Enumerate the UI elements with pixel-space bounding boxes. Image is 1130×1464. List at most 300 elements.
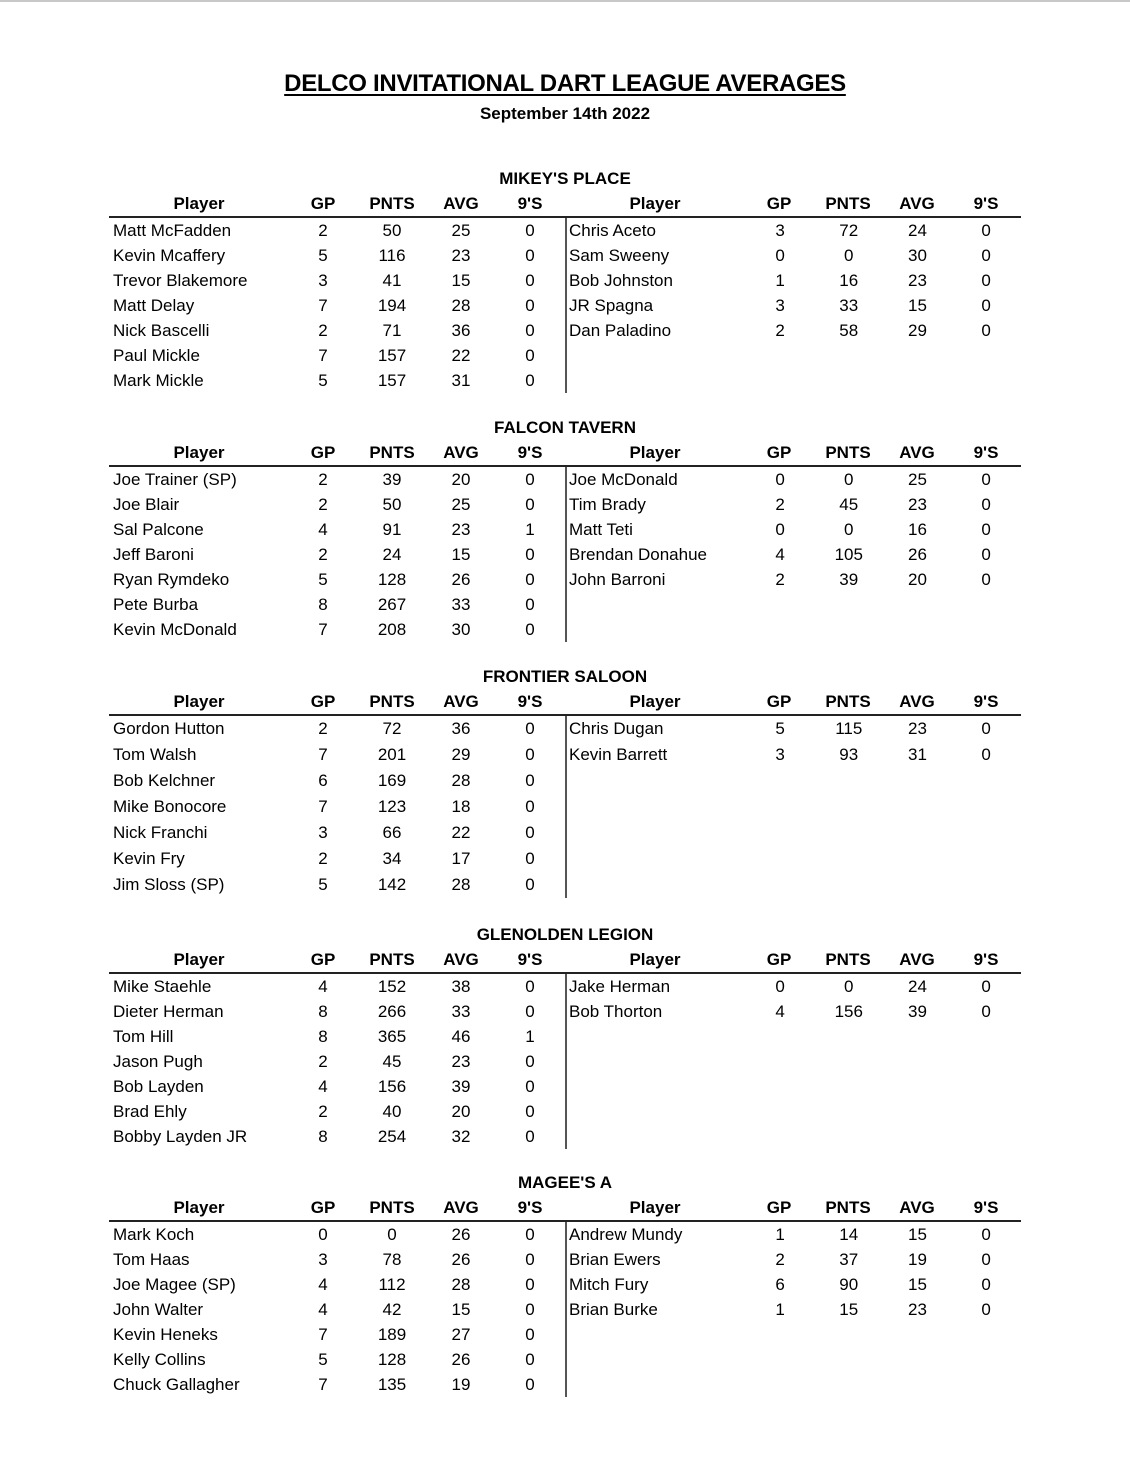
- table-body: [109, 467, 565, 642]
- nines-count: 0: [525, 1325, 535, 1344]
- points: 50: [382, 495, 402, 514]
- nines-count: 0: [981, 296, 991, 315]
- average: 19: [451, 1375, 471, 1394]
- table-row: [109, 567, 565, 592]
- nines-count: 0: [525, 221, 535, 240]
- average: 15: [451, 1300, 471, 1319]
- average: 26: [908, 545, 927, 564]
- average: 28: [451, 296, 471, 315]
- player-name: Jake Herman: [569, 977, 671, 996]
- column-header-avg: AVG: [443, 1198, 479, 1217]
- average: 23: [908, 1300, 927, 1319]
- nines-count: 0: [981, 1002, 991, 1021]
- points: 142: [377, 875, 407, 894]
- games-played: 5: [775, 719, 785, 738]
- table-row: [109, 318, 565, 343]
- games-played: 2: [318, 1102, 328, 1121]
- average: 31: [908, 745, 927, 764]
- games-played: 4: [775, 1002, 785, 1021]
- average: 18: [451, 797, 471, 816]
- nines-count: 0: [525, 570, 535, 589]
- column-header-player: Player: [629, 692, 681, 711]
- games-played: 7: [318, 346, 328, 365]
- points: 189: [377, 1325, 407, 1344]
- nines-count: 0: [525, 495, 535, 514]
- roster-table-right: [565, 192, 1021, 393]
- table-row: [109, 268, 565, 293]
- player-name: Brian Ewers: [569, 1250, 661, 1269]
- column-header-nines: 9'S: [517, 692, 543, 711]
- average: 39: [451, 1077, 471, 1096]
- average: 17: [451, 849, 471, 868]
- column-header-player: Player: [173, 443, 225, 462]
- games-played: 2: [318, 545, 328, 564]
- average: 23: [451, 1052, 471, 1071]
- games-played: 2: [775, 495, 785, 514]
- nines-count: 0: [525, 1375, 535, 1394]
- nines-count: 0: [981, 745, 991, 764]
- table-row: [567, 542, 1021, 567]
- column-header-avg: AVG: [899, 1198, 935, 1217]
- nines-count: 0: [525, 771, 535, 790]
- team-name: FALCON TAVERN: [494, 418, 636, 437]
- table-row: [567, 492, 1021, 517]
- average: 25: [451, 221, 471, 240]
- player-name: Mitch Fury: [569, 1275, 649, 1294]
- average: 15: [908, 1225, 927, 1244]
- games-played: 6: [775, 1275, 785, 1294]
- player-name: Pete Burba: [113, 595, 199, 614]
- points: 24: [382, 545, 402, 564]
- column-header-nines: 9'S: [517, 194, 543, 213]
- nines-count: 0: [525, 823, 535, 842]
- table-row: [109, 517, 565, 542]
- player-name: Paul Mickle: [113, 346, 200, 365]
- table-header: [565, 441, 1021, 467]
- points: 157: [377, 371, 407, 390]
- average: 29: [908, 321, 927, 340]
- games-played: 0: [318, 1225, 328, 1244]
- column-header-pnts: PNTS: [369, 1198, 415, 1217]
- points: 45: [382, 1052, 402, 1071]
- player-name: Kevin Barrett: [569, 745, 668, 764]
- average: 23: [908, 271, 927, 290]
- nines-count: 1: [525, 1027, 535, 1046]
- games-played: 2: [775, 1250, 785, 1269]
- column-header-player: Player: [629, 443, 681, 462]
- table-row: [109, 1099, 565, 1124]
- games-played: 3: [318, 271, 328, 290]
- nines-count: 0: [525, 470, 535, 489]
- team-name: FRONTIER SALOON: [482, 667, 648, 686]
- table-row: [109, 293, 565, 318]
- nines-count: 0: [981, 977, 991, 996]
- games-played: 2: [318, 470, 328, 489]
- average: 20: [451, 470, 471, 489]
- points: 78: [382, 1250, 402, 1269]
- points: 194: [377, 296, 407, 315]
- table-row: [109, 742, 565, 768]
- player-name: Sal Palcone: [113, 520, 204, 539]
- table-body: [565, 974, 1021, 1149]
- nines-count: 0: [525, 1127, 535, 1146]
- average: 22: [451, 823, 471, 842]
- nines-count: 0: [525, 1225, 535, 1244]
- games-played: 2: [318, 321, 328, 340]
- table-row: [567, 567, 1021, 592]
- player-name: Trevor Blakemore: [113, 271, 248, 290]
- nines-count: 0: [525, 797, 535, 816]
- average: 24: [908, 221, 927, 240]
- roster-table-right: [565, 441, 1021, 642]
- games-played: 4: [318, 1077, 328, 1096]
- player-name: Chris Dugan: [569, 719, 664, 738]
- average: 20: [908, 570, 927, 589]
- column-header-nines: 9'S: [973, 443, 999, 462]
- nines-count: 0: [981, 570, 991, 589]
- average: 36: [451, 321, 471, 340]
- games-played: 7: [318, 1375, 328, 1394]
- player-name: Jeff Baroni: [113, 545, 194, 564]
- player-name: JR Spagna: [569, 296, 654, 315]
- points: 157: [377, 346, 407, 365]
- column-header-gp: GP: [310, 443, 336, 462]
- player-name: Jim Sloss (SP): [113, 875, 225, 894]
- table-row: [109, 343, 565, 368]
- points: 266: [377, 1002, 407, 1021]
- player-name: Joe McDonald: [569, 470, 678, 489]
- nines-count: 0: [525, 875, 535, 894]
- table-row: [567, 1222, 1021, 1247]
- table-row: [567, 1247, 1021, 1272]
- points: 33: [839, 296, 859, 315]
- points: 0: [844, 977, 854, 996]
- games-played: 7: [318, 296, 328, 315]
- nines-count: 0: [525, 1275, 535, 1294]
- table-row: [109, 716, 565, 742]
- average: 15: [908, 296, 927, 315]
- table-body: [565, 716, 1021, 898]
- points: 0: [844, 246, 854, 265]
- player-name: Bob Thorton: [569, 1002, 663, 1021]
- player-name: Brad Ehly: [113, 1102, 187, 1121]
- player-name: Kevin McDonald: [113, 620, 237, 639]
- average: 27: [451, 1325, 471, 1344]
- average: 15: [908, 1275, 927, 1294]
- table-row: [109, 1297, 565, 1322]
- average: 16: [908, 520, 927, 539]
- games-played: 4: [318, 520, 328, 539]
- points: 169: [377, 771, 407, 790]
- player-name: Tom Walsh: [113, 745, 197, 764]
- average: 32: [451, 1127, 471, 1146]
- table-body: [565, 467, 1021, 642]
- nines-count: 0: [525, 745, 535, 764]
- column-header-avg: AVG: [899, 692, 935, 711]
- nines-count: 0: [981, 1250, 991, 1269]
- points: 0: [844, 470, 854, 489]
- player-name: Joe Magee (SP): [113, 1275, 236, 1294]
- games-played: 2: [318, 221, 328, 240]
- column-header-pnts: PNTS: [825, 950, 871, 969]
- table-row: [567, 517, 1021, 542]
- table-header: [565, 192, 1021, 218]
- nines-count: 0: [981, 221, 991, 240]
- column-header-gp: GP: [766, 692, 792, 711]
- points: 365: [377, 1027, 407, 1046]
- games-played: 7: [318, 620, 328, 639]
- games-played: 1: [775, 271, 785, 290]
- player-name: Bob Johnston: [569, 271, 673, 290]
- points: 39: [382, 470, 402, 489]
- nines-count: 0: [981, 719, 991, 738]
- nines-count: 0: [981, 1225, 991, 1244]
- column-header-nines: 9'S: [973, 194, 999, 213]
- column-header-gp: GP: [310, 692, 336, 711]
- nines-count: 0: [981, 520, 991, 539]
- column-header-avg: AVG: [899, 950, 935, 969]
- column-header-pnts: PNTS: [369, 194, 415, 213]
- column-header-pnts: PNTS: [369, 443, 415, 462]
- average: 20: [451, 1102, 471, 1121]
- table-row: [567, 268, 1021, 293]
- table-header: [109, 441, 565, 467]
- games-played: 7: [318, 745, 328, 764]
- document-date: September 14th 2022: [479, 104, 651, 123]
- roster-table-left: [109, 441, 565, 642]
- team-name: MIKEY'S PLACE: [499, 169, 631, 188]
- nines-count: 0: [525, 1250, 535, 1269]
- player-name: Brendan Donahue: [569, 545, 708, 564]
- games-played: 2: [318, 719, 328, 738]
- games-played: 4: [318, 977, 328, 996]
- player-name: John Walter: [113, 1300, 204, 1319]
- games-played: 0: [775, 520, 785, 539]
- games-played: 0: [775, 977, 785, 996]
- points: 58: [839, 321, 859, 340]
- player-name: Bob Kelchner: [113, 771, 216, 790]
- roster-table-right: [565, 948, 1021, 1149]
- table-row: [109, 542, 565, 567]
- games-played: 3: [775, 296, 785, 315]
- column-header-nines: 9'S: [973, 1198, 999, 1217]
- average: 29: [451, 745, 471, 764]
- games-played: 4: [775, 545, 785, 564]
- games-played: 8: [318, 1002, 328, 1021]
- games-played: 8: [318, 1027, 328, 1046]
- table-row: [567, 999, 1021, 1024]
- average: 46: [451, 1027, 471, 1046]
- average: 23: [451, 520, 471, 539]
- points: 91: [382, 520, 402, 539]
- column-header-player: Player: [629, 194, 681, 213]
- player-name: Kelly Collins: [113, 1350, 206, 1369]
- player-name: Mike Bonocore: [113, 797, 227, 816]
- points: 128: [377, 1350, 407, 1369]
- games-played: 4: [318, 1275, 328, 1294]
- table-body: [109, 716, 565, 898]
- table-row: [109, 1347, 565, 1372]
- games-played: 5: [318, 875, 328, 894]
- column-header-player: Player: [173, 1198, 225, 1217]
- table-row: [109, 1049, 565, 1074]
- table-row: [109, 1074, 565, 1099]
- points: 201: [377, 745, 407, 764]
- document-title: [0, 70, 1130, 98]
- average: 38: [451, 977, 471, 996]
- average: 28: [451, 1275, 471, 1294]
- column-header-player: Player: [629, 950, 681, 969]
- table-row: [567, 742, 1021, 768]
- player-name: John Barroni: [569, 570, 666, 589]
- column-header-nines: 9'S: [973, 950, 999, 969]
- player-name: Mark Mickle: [113, 371, 204, 390]
- games-played: 5: [318, 246, 328, 265]
- table-row: [109, 467, 565, 492]
- points: 128: [377, 570, 407, 589]
- column-header-pnts: PNTS: [825, 194, 871, 213]
- points: 123: [377, 797, 407, 816]
- games-played: 0: [775, 246, 785, 265]
- games-played: 6: [318, 771, 328, 790]
- average: 24: [908, 977, 927, 996]
- games-played: 7: [318, 1325, 328, 1344]
- average: 26: [451, 570, 471, 589]
- roster-table-left: [109, 192, 565, 393]
- points: 41: [382, 271, 402, 290]
- points: 40: [382, 1102, 402, 1121]
- column-header-nines: 9'S: [517, 1198, 543, 1217]
- player-name: Matt Teti: [569, 520, 633, 539]
- average: 22: [451, 346, 471, 365]
- roster-table-left: [109, 1196, 565, 1397]
- games-played: 8: [318, 595, 328, 614]
- table-body: [109, 1222, 565, 1397]
- nines-count: 0: [981, 545, 991, 564]
- nines-count: 0: [525, 719, 535, 738]
- column-header-pnts: PNTS: [825, 1198, 871, 1217]
- nines-count: 0: [525, 1002, 535, 1021]
- table-row: [109, 492, 565, 517]
- average: 30: [908, 246, 927, 265]
- games-played: 3: [775, 745, 785, 764]
- table-body: [109, 218, 565, 393]
- points: 90: [839, 1275, 859, 1294]
- table-row: [567, 974, 1021, 999]
- nines-count: 0: [981, 321, 991, 340]
- average: 15: [451, 271, 471, 290]
- player-name: Tom Hill: [113, 1027, 174, 1046]
- average: 33: [451, 1002, 471, 1021]
- points: 135: [377, 1375, 407, 1394]
- player-name: Jason Pugh: [113, 1052, 203, 1071]
- table-header: [109, 690, 565, 716]
- points: 42: [382, 1300, 402, 1319]
- table-row: [567, 716, 1021, 742]
- nines-count: 0: [525, 346, 535, 365]
- table-header: [109, 948, 565, 974]
- table-row: [109, 1272, 565, 1297]
- nines-count: 0: [525, 296, 535, 315]
- table-row: [109, 820, 565, 846]
- table-row: [109, 872, 565, 898]
- nines-count: 0: [525, 1052, 535, 1071]
- player-name: Chris Aceto: [569, 221, 656, 240]
- column-header-avg: AVG: [443, 950, 479, 969]
- points: 16: [839, 271, 859, 290]
- average: 26: [451, 1225, 471, 1244]
- average: 26: [451, 1350, 471, 1369]
- points: 34: [382, 849, 402, 868]
- table-row: [109, 768, 565, 794]
- column-header-gp: GP: [766, 194, 792, 213]
- points: 37: [839, 1250, 859, 1269]
- table-row: [109, 1372, 565, 1397]
- roster-table-right: [565, 690, 1021, 898]
- points: 152: [377, 977, 407, 996]
- player-name: Brian Burke: [569, 1300, 658, 1319]
- player-name: Dieter Herman: [113, 1002, 224, 1021]
- nines-count: 0: [525, 246, 535, 265]
- nines-count: 0: [525, 371, 535, 390]
- column-header-player: Player: [173, 194, 225, 213]
- column-header-player: Player: [173, 692, 225, 711]
- table-row: [109, 1322, 565, 1347]
- nines-count: 0: [525, 1350, 535, 1369]
- average: 28: [451, 771, 471, 790]
- points: 0: [844, 520, 854, 539]
- column-header-avg: AVG: [899, 194, 935, 213]
- team-name: MAGEE'S A: [517, 1173, 613, 1192]
- games-played: 1: [775, 1225, 785, 1244]
- average: 33: [451, 595, 471, 614]
- points: 208: [377, 620, 407, 639]
- player-name: Kevin Heneks: [113, 1325, 218, 1344]
- roster-table-left: [109, 948, 565, 1149]
- average: 23: [451, 246, 471, 265]
- points: 156: [834, 1002, 863, 1021]
- games-played: 2: [318, 849, 328, 868]
- player-name: Kevin Mcaffery: [113, 246, 226, 265]
- average: 26: [451, 1250, 471, 1269]
- average: 39: [908, 1002, 927, 1021]
- table-row: [567, 218, 1021, 243]
- page-top-border: [0, 0, 1130, 2]
- average: 19: [908, 1250, 927, 1269]
- table-row: [567, 293, 1021, 318]
- nines-count: 1: [525, 520, 535, 539]
- games-played: 5: [318, 1350, 328, 1369]
- table-row: [109, 243, 565, 268]
- player-name: Tom Haas: [113, 1250, 190, 1269]
- games-played: 7: [318, 797, 328, 816]
- table-header: [565, 948, 1021, 974]
- nines-count: 0: [981, 1300, 991, 1319]
- table-body: [109, 974, 565, 1149]
- table-row: [109, 1024, 565, 1049]
- points: 254: [377, 1127, 407, 1146]
- games-played: 1: [775, 1300, 785, 1319]
- column-header-nines: 9'S: [517, 443, 543, 462]
- table-body: [565, 218, 1021, 393]
- points: 156: [377, 1077, 407, 1096]
- player-name: Joe Blair: [113, 495, 180, 514]
- average: 23: [908, 495, 927, 514]
- table-row: [567, 318, 1021, 343]
- nines-count: 0: [981, 271, 991, 290]
- column-header-player: Player: [629, 1198, 681, 1217]
- nines-count: 0: [525, 271, 535, 290]
